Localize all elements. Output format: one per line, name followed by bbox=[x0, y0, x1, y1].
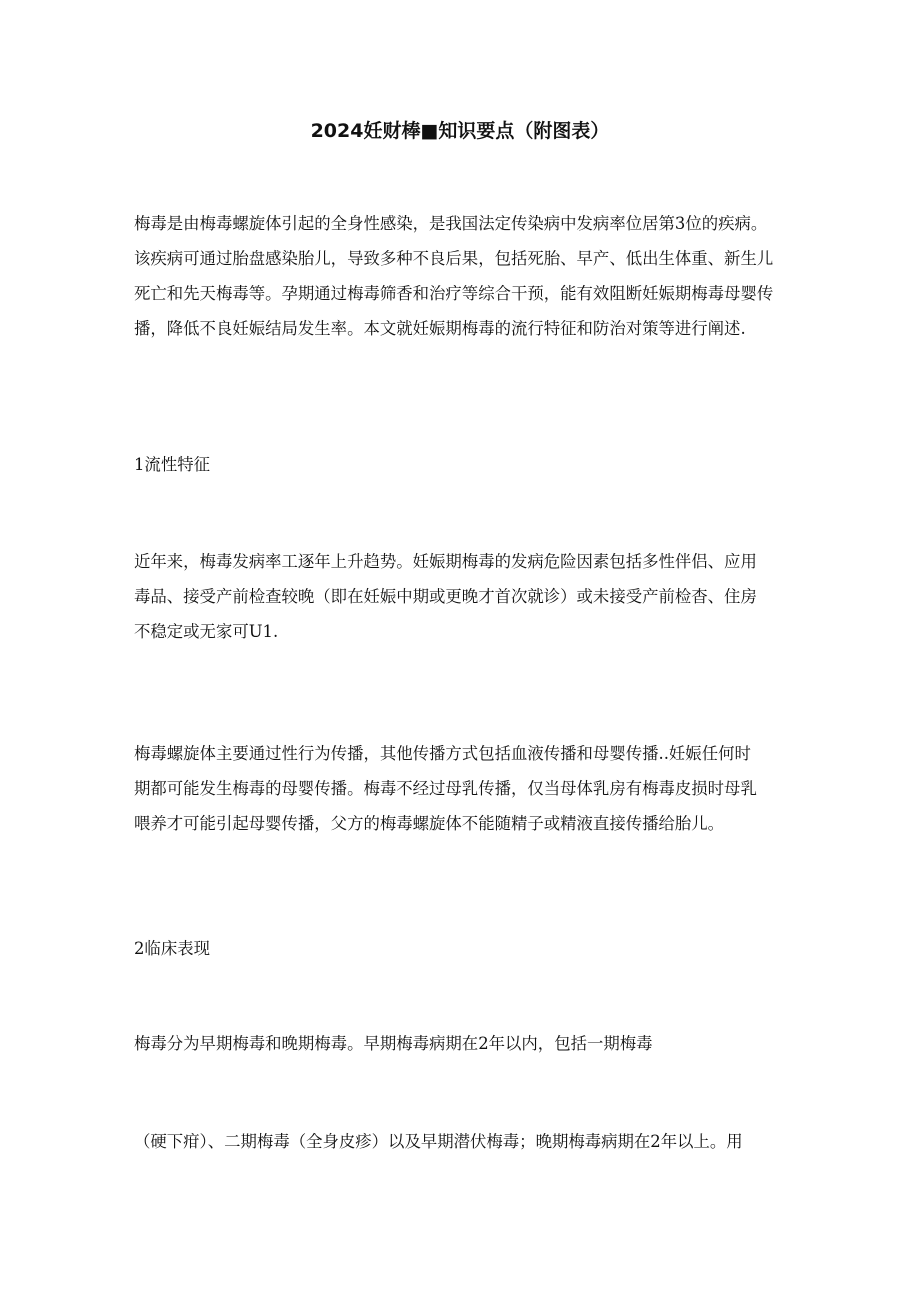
paragraph-line: （硬下疳）、二期梅毒（全身皮疹）以及早期潜伏梅毒；晚期梅毒病期在2年以上。用 bbox=[134, 1132, 743, 1151]
paragraph-line: 死亡和先天梅毒等。孕期通过梅毒筛香和治疗等综合干预，能有效阻断妊娠期梅毒母婴传 bbox=[134, 284, 774, 303]
paragraph-line: 不稳定或无家可U1. bbox=[134, 622, 279, 641]
paragraph-line: 该疾病可通过胎盘感染胎儿，导致多种不良后果，包括死胎、早产、低出生体重、新生儿 bbox=[134, 249, 774, 268]
paragraph-line: 梅毒是由梅毒螺旋体引起的全身性感染，是我国法定传染病中发病率位居第3位的疾病。 bbox=[134, 214, 768, 233]
paragraph-line: 梅毒分为早期梅毒和晚期梅毒。早期梅毒病期在2年以内，包括一期梅毒 bbox=[134, 1034, 653, 1053]
paragraph-risk-factors bbox=[134, 544, 794, 649]
section-heading-clinical: 2临床表现 bbox=[134, 939, 210, 958]
paragraph-line: 近年来，梅毒发病率工逐年上升趋势。妊娠期梅毒的发病危险因素包括多性伴侣、应用 bbox=[134, 552, 757, 571]
document-title: 2024妊财棒■知识要点（附图表） bbox=[310, 120, 610, 142]
section-heading-epidemiology: 1流性特征 bbox=[134, 455, 210, 474]
paragraph-stages-continued bbox=[134, 1124, 794, 1159]
paragraph-line: 播，降低不良妊娠结局发生率。本文就妊娠期梅毒的流行特征和防治对策等进行阐述. bbox=[134, 319, 746, 338]
paragraph-line: 梅毒螺旋体主要通过性行为传播，其他传播方式包括血液传播和母婴传播..妊娠任何时 bbox=[134, 744, 751, 763]
paragraph-transmission bbox=[134, 736, 794, 841]
paragraph-stages bbox=[134, 1026, 794, 1061]
paragraph-line: 喂养才可能引起母婴传播，父方的梅毒螺旋体不能随精子或精液直接传播给胎儿。 bbox=[134, 814, 725, 833]
paragraph-intro bbox=[134, 206, 794, 346]
paragraph-line: 期都可能发生梅毒的母婴传播。梅毒不经过母乳传播，仅当母体乳房有梅毒皮损时母乳 bbox=[134, 779, 757, 798]
paragraph-line: 毒品、接受产前检查较晚（即在妊娠中期或更晚才首次就诊）或未接受产前检杳、住房 bbox=[134, 587, 757, 606]
